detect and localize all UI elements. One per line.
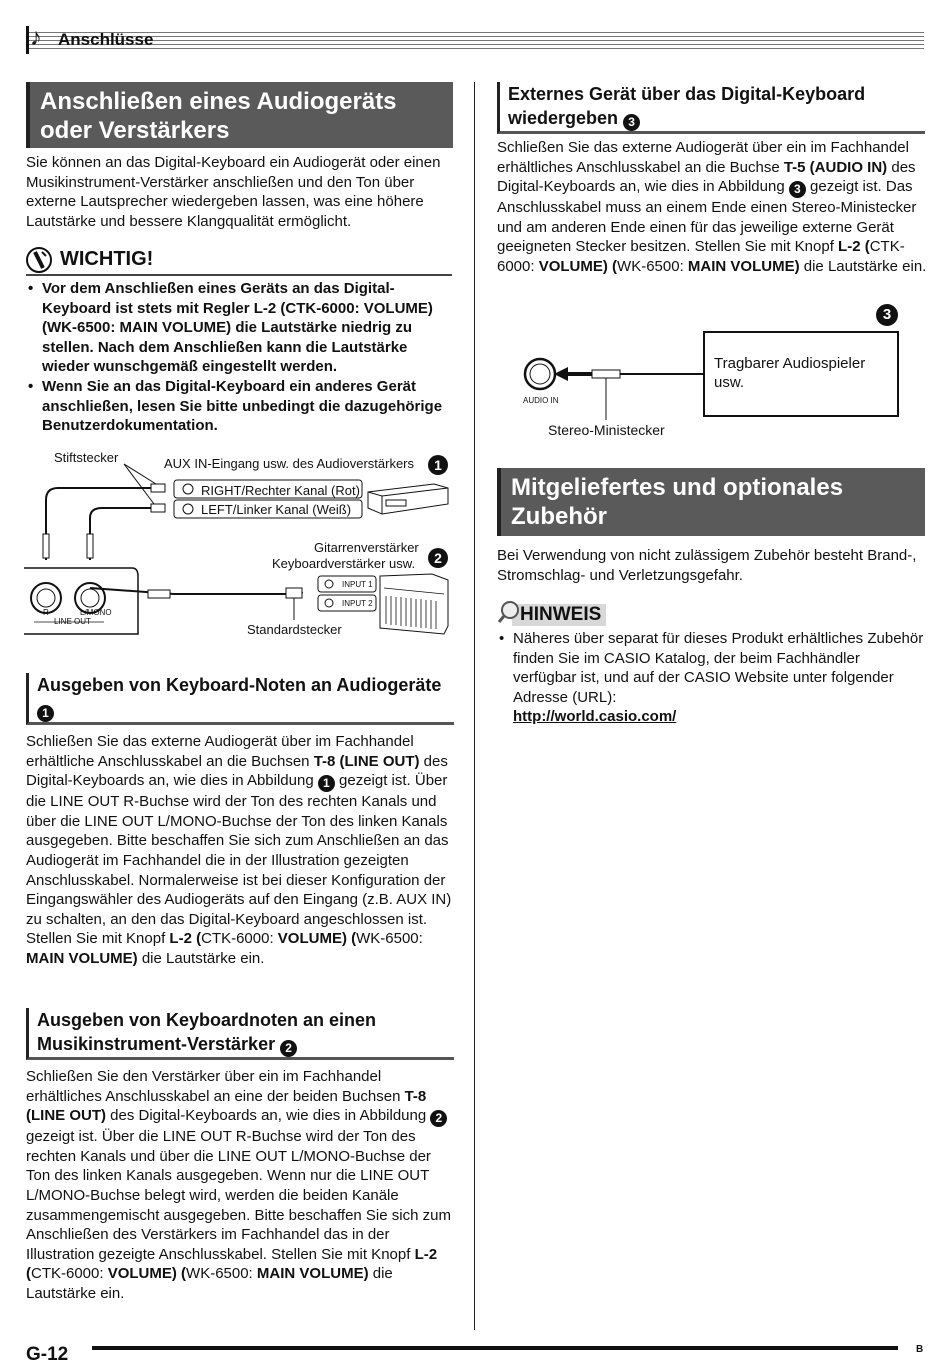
section-label: Anschlüsse: [58, 30, 154, 49]
warning-icon: [26, 246, 56, 274]
label-mini-plug: Stereo-Ministecker: [548, 422, 665, 438]
header-staff-lines: [26, 32, 924, 50]
header-bar: [26, 26, 29, 54]
label-jack-r: R: [43, 608, 49, 617]
figure-number-2: 2: [428, 548, 448, 568]
label-standard-plug: Standardstecker: [247, 622, 342, 637]
paragraph-external-device: Schließen Sie das externe Audiogerät über ein im Fachhandel erhältliches Anschlusskabel an die Buchse T-5 (AUDIO IN) des Digital-Keyboards an, wie dies in Abbildung 3 gezeigt ist. Das Anschlusskabel muss an einem Ende einen Stereo-Ministecker und am anderen Ende einen für das jeweilige externe Gerät geeigneten Stecker besitzen. Stellen Sie mit Knopf L-2 (CTK-6000: VOLUME) (WK-6500: MAIN VOLUME) die Lautstärke ein.: [497, 139, 927, 275]
note-label: HINWEIS: [520, 604, 602, 625]
note-item: • Näheres über separat für dieses Produkt erhältliches Zubehör finden Sie im CASIO Katalog, der beim Fachhändler verfügbar ist, und auf der CASIO Website unter folgender Adresse (URL): http://world.casio.com/: [497, 629, 925, 727]
label-keyboard-amp: Keyboardverstärker usw.: [272, 556, 416, 571]
music-note-icon: ♪: [30, 24, 42, 51]
figure-ref-1: 1: [37, 705, 54, 722]
label-aux-in: AUX IN-Eingang usw. des Audioverstärkers: [164, 456, 415, 471]
footer-mark: B: [916, 1344, 924, 1355]
figure-number-3: 3: [876, 304, 898, 326]
label-guitar-amp: Gitarrenverstärker: [314, 540, 419, 555]
figure-number-1: 1: [428, 455, 448, 475]
label-portable-player: Tragbarer Audiospieler usw.: [714, 355, 866, 391]
paragraph-instrument-amp: Schließen Sie den Verstärker über ein im Fachhandel erhältliches Anschlusskabel an eine der beiden Buchsen T-8 (LINE OUT) des Digital-Keyboards an, wie dies in Abbildung 2 gezeigt ist. Über die LINE OUT R-Buchse wird der Ton des rechten Kanals und über die LINE OUT L/MONO-Buchse der Ton des linken Kanals ausgegeben. Wenn nur die LINE OUT L/MONO-Buchse belegt wird, werden die beiden Kanäle zusammengemischt ausgegeben. Bitte beschaffen Sie sich zum Anschließen des Verstärkers im Fachhandel das in der Illustration gezeigte Anschlusskabel. Stellen Sie mit Knopf L-2 (CTK-6000: VOLUME) (WK-6500: MAIN VOLUME) die Lautstärke ein.: [26, 1068, 451, 1302]
casio-website-link[interactable]: http://world.casio.com/: [513, 708, 677, 726]
subheading-audio-devices: Ausgeben von Keyboard-Noten an Audiogeräte 1: [26, 673, 454, 725]
intro-paragraph: Sie können an das Digital-Keyboard ein Audiogerät oder einen Musikinstrument-Verstärker anschließen und den Ton über externe Lautsprecher wiedergeben lassen, was eine höhere Lautstärke und bessere Klangqualität ermöglicht.: [26, 154, 441, 230]
important-item: • Wenn Sie an das Digital-Keyboard ein anderes Gerät anschließen, lesen Sie bitte unbedingt die dazugehörige Benutzerdokumentation.: [26, 377, 452, 436]
figure-ref-2: 2: [280, 1040, 297, 1057]
label-jack-lmono: L/MONO: [80, 608, 112, 617]
warning-paragraph: Bei Verwendung von nicht zulässigem Zubehör besteht Brand-, Stromschlag- und Verletzungsgefahr.: [497, 547, 917, 584]
label-line-out: LINE OUT: [54, 617, 91, 626]
label-left-channel: LEFT/Linker Kanal (Weiß): [201, 502, 352, 517]
page-number: G-12: [26, 1344, 69, 1365]
figure-ref-3: 3: [623, 114, 640, 131]
paragraph-audio-devices: Schließen Sie das externe Audiogerät über im Fachhandel erhältliche Anschlusskabel an die Buchsen T-8 (LINE OUT) des Digital-Keyboards an, wie dies in Abbildung 1 gezeigt ist. Über die LINE OUT R-Buchse wird der Ton des rechten Kanals und über die LINE OUT L/MONO-Buchse der Ton des linken Kanals ausgegeben. Bitte beschaffen Sie sich zum Anschließen an das Audiogerät im Fachhandel die in der Illustration gezeigten Anschlusskabel. Normalerweise ist bei dieser Konfiguration der Eingangswähler des Audiogeräts auf den Eingang (z.B. AUX IN) zu schalten, an den das Digital-Keyboard angeschlossen ist. Stellen Sie mit Knopf L-2 (CTK-6000: VOLUME) (WK-6500: MAIN VOLUME) die Lautstärke ein.: [26, 733, 452, 967]
column-separator: [474, 82, 475, 1330]
label-audio-in: AUDIO IN: [523, 396, 559, 405]
important-label: WICHTIG!: [60, 248, 154, 270]
subheading-instrument-amp: Ausgeben von Keyboardnoten an einen Musikinstrument-Verstärker 2: [26, 1008, 454, 1060]
label-input-2: INPUT 2: [342, 599, 373, 608]
section-title-connections: Anschließen eines Audiogeräts oder Verstärkers: [26, 82, 453, 148]
label-input-1: INPUT 1: [342, 580, 373, 589]
subheading-external-device: Externes Gerät über das Digital-Keyboard wiedergeben 3: [497, 82, 925, 134]
footer-rule: [92, 1346, 898, 1350]
note-list: [497, 629, 925, 727]
label-right-channel: RIGHT/Rechter Kanal (Rot): [201, 483, 360, 498]
important-header: [26, 246, 452, 276]
important-item: • Vor dem Anschließen eines Geräts an das Digital-Keyboard ist stets mit Regler L-2 (CTK-6000: VOLUME) (WK-6500: MAIN VOLUME) die Lautstärke niedrig zu stellen. Nach dem Anschließen kann die Lautstärke wieder wunschgemäß eingestellt werden.: [26, 279, 452, 377]
label-pin-plug: Stiftstecker: [54, 450, 119, 465]
section-title-accessories: Mitgeliefertes und optionales Zubehör: [497, 468, 925, 536]
note-header: [498, 600, 608, 628]
important-list: [26, 279, 452, 436]
